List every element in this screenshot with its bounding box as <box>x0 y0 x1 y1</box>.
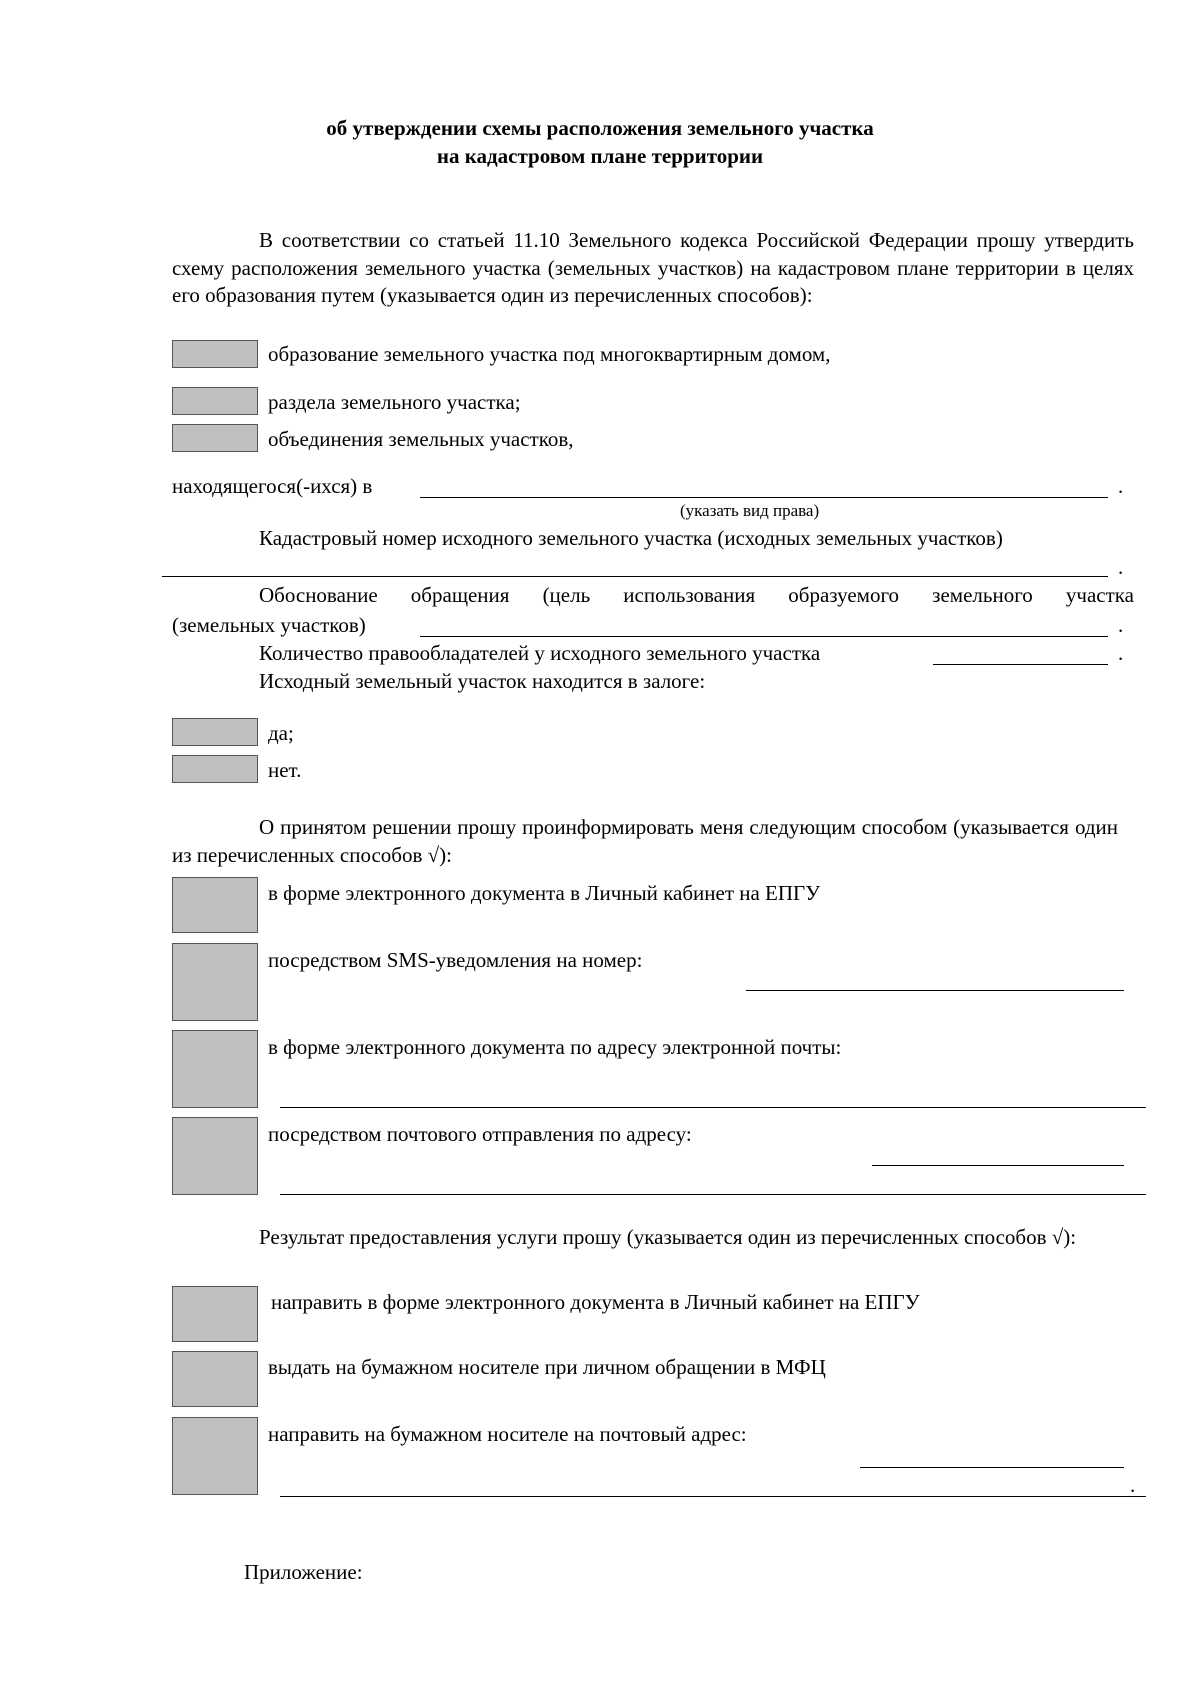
title-line-1: об утверждении схемы расположения земельного участка <box>326 116 874 140</box>
checkbox-apartment-building[interactable] <box>172 340 258 368</box>
cadastral-dot: . <box>1118 555 1124 579</box>
checkbox-notify-sms[interactable] <box>172 943 258 1021</box>
cadastral-number-field[interactable] <box>162 576 1108 577</box>
checkbox-result-post[interactable] <box>172 1417 258 1495</box>
checkbox-division[interactable] <box>172 387 258 415</box>
result-post-address-field-1[interactable] <box>860 1467 1124 1468</box>
checkbox-notify-epgu[interactable] <box>172 877 258 933</box>
result-option-epgu: направить в форме электронного документа в Личный кабинет на ЕПГУ <box>271 1290 920 1314</box>
title-line-2: на кадастровом плане территории <box>436 144 764 168</box>
checkbox-notify-post[interactable] <box>172 1117 258 1195</box>
cadastral-label: Кадастровый номер исходного земельного участка (исходных земельных участков) <box>259 526 1003 550</box>
justification-line-2: (земельных участков) <box>172 613 366 637</box>
justification-line-1: Обоснование обращения (цель использования образуемого земельного участка <box>259 583 1134 607</box>
pledge-yes-label: да; <box>268 721 294 745</box>
right-type-field[interactable] <box>420 497 1108 498</box>
post-address-field-2[interactable] <box>280 1194 1146 1195</box>
option-merge: объединения земельных участков, <box>268 427 574 451</box>
checkbox-pledge-yes[interactable] <box>172 718 258 746</box>
result-option-post: направить на бумажном носителе на почтовый адрес: <box>268 1422 747 1446</box>
option-division: раздела земельного участка; <box>268 390 521 414</box>
result-option-mfc: выдать на бумажном носителе при личном обращении в МФЦ <box>268 1355 826 1379</box>
owners-count-dot: . <box>1118 641 1124 665</box>
notify-option-email: в форме электронного документа по адресу электронной почты: <box>268 1035 842 1059</box>
pledge-question: Исходный земельный участок находится в залоге: <box>259 669 706 693</box>
justification-field[interactable] <box>420 636 1108 637</box>
attachment-label: Приложение: <box>244 1560 363 1584</box>
pledge-no-label: нет. <box>268 758 302 782</box>
notify-intro: О принятом решении прошу проинформировать меня следующим способом (указывается один из перечисленных способов √): <box>172 815 1118 867</box>
justification-dot: . <box>1118 613 1124 637</box>
right-type-hint: (указать вид права) <box>680 501 820 520</box>
notify-option-sms: посредством SMS-уведомления на номер: <box>268 948 643 972</box>
checkbox-result-mfc[interactable] <box>172 1351 258 1407</box>
sms-phone-field[interactable] <box>746 990 1124 991</box>
intro-paragraph: В соответствии со статьей 11.10 Земельного кодекса Российской Федерации прошу утвердить схему расположения земельного участка (земельных участков) на кадастровом плане территории в целях его образования путем (указывается один из перечисленных способов): <box>172 228 1134 307</box>
email-address-field[interactable] <box>280 1107 1146 1108</box>
located-in-label: находящегося(-ихся) в <box>172 474 373 498</box>
post-address-field-1[interactable] <box>872 1165 1124 1166</box>
checkbox-pledge-no[interactable] <box>172 755 258 783</box>
notify-option-post: посредством почтового отправления по адресу: <box>268 1122 692 1146</box>
result-post-dot: . <box>1130 1473 1136 1497</box>
result-post-address-field-2[interactable] <box>280 1496 1146 1497</box>
checkbox-merge[interactable] <box>172 424 258 452</box>
notify-option-epgu: в форме электронного документа в Личный кабинет на ЕПГУ <box>268 881 821 905</box>
owners-count-label: Количество правообладателей у исходного земельного участка <box>259 641 821 665</box>
owners-count-field[interactable] <box>933 664 1108 665</box>
checkbox-result-epgu[interactable] <box>172 1286 258 1342</box>
document-title <box>0 114 1200 170</box>
located-in-dot: . <box>1118 474 1124 498</box>
result-intro: Результат предоставления услуги прошу (указывается один из перечисленных способов √): <box>259 1225 1077 1249</box>
checkbox-notify-email[interactable] <box>172 1030 258 1108</box>
option-apartment-building: образование земельного участка под многоквартирным домом, <box>268 342 831 366</box>
